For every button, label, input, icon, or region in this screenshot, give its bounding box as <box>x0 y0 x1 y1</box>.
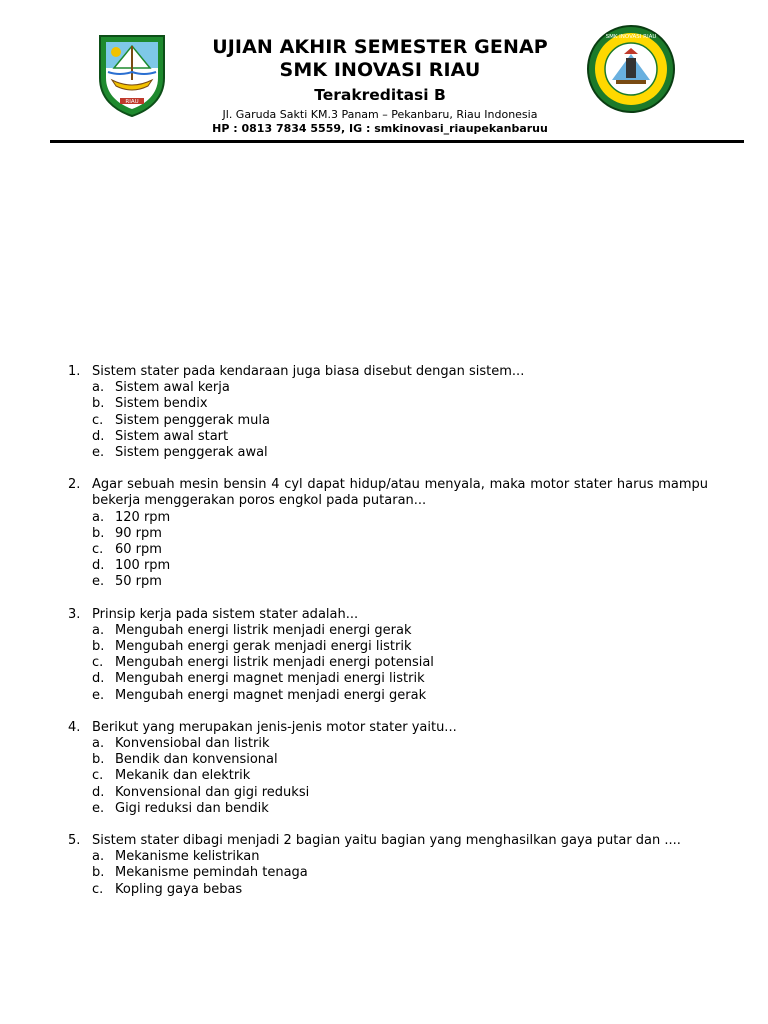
answer-option <box>68 558 708 574</box>
answer-option <box>68 688 708 704</box>
option-letter: d. <box>92 671 105 687</box>
answer-option <box>68 785 708 801</box>
option-letter: e. <box>92 687 105 703</box>
school-address: Jl. Garuda Sakti KM.3 Panam – Pekanbaru, Riau Indonesia <box>222 108 538 121</box>
option-letter: c. <box>92 412 104 428</box>
question-text: Sistem stater pada kendaraan juga biasa disebut dengan sistem... <box>92 364 525 379</box>
accreditation-label: Terakreditasi B <box>314 86 446 104</box>
option-text: Sistem bendix <box>115 396 208 412</box>
option-letter: c. <box>92 768 104 784</box>
option-text: Sistem awal start <box>115 428 229 444</box>
answer-option <box>68 396 708 412</box>
question-item <box>68 720 708 817</box>
option-letter: b. <box>92 396 105 412</box>
answer-option <box>68 752 708 768</box>
option-text: Mengubah energi magnet menjadi energi listrik <box>115 671 425 687</box>
option-text: Sistem penggerak awal <box>115 445 268 461</box>
option-text: Bendik dan konvensional <box>115 752 278 768</box>
option-letter: b. <box>92 639 105 655</box>
option-text: Mekanisme pemindah tenaga <box>115 865 308 881</box>
option-text: 100 rpm <box>115 558 171 574</box>
option-text: Gigi reduksi dan bendik <box>115 800 269 816</box>
option-text: Sistem penggerak mula <box>115 412 270 428</box>
option-letter: a. <box>92 380 105 396</box>
option-text: Mekanik dan elektrik <box>115 768 251 784</box>
header-divider <box>50 140 744 143</box>
answer-option <box>68 882 708 898</box>
question-text: Agar sebuah mesin bensin 4 cyl dapat hidup/atau menyala, maka motor stater harus mampu bekerja menggerakan poros engkol pada putaran... <box>92 477 708 509</box>
document-header <box>180 36 580 136</box>
option-letter: b. <box>92 525 105 541</box>
option-text: Mengubah energi listrik menjadi energi gerak <box>115 622 412 638</box>
answer-option <box>68 736 708 752</box>
option-letter: a. <box>92 622 105 638</box>
answer-option <box>68 380 708 396</box>
answer-option <box>68 671 708 687</box>
option-letter: d. <box>92 428 105 444</box>
option-letter: b. <box>92 752 105 768</box>
option-letter: c. <box>92 542 104 558</box>
question-item <box>68 364 708 461</box>
question-item <box>68 477 708 590</box>
answer-option <box>68 768 708 784</box>
option-text: 90 rpm <box>115 525 162 541</box>
question-number: 5. <box>68 833 81 849</box>
option-text: 120 rpm <box>115 509 171 525</box>
answer-option <box>68 510 708 526</box>
answer-option <box>68 429 708 445</box>
question-text: Prinsip kerja pada sistem stater adalah... <box>92 606 359 622</box>
answer-option <box>68 639 708 655</box>
option-letter: c. <box>92 655 104 671</box>
option-letter: b. <box>92 865 105 881</box>
option-text: 50 rpm <box>115 574 162 590</box>
option-letter: d. <box>92 558 105 574</box>
question-number: 2. <box>68 477 81 493</box>
question-item <box>68 833 708 898</box>
exam-title: UJIAN AKHIR SEMESTER GENAP <box>212 36 548 58</box>
question-list <box>68 364 708 914</box>
answer-option <box>68 413 708 429</box>
option-letter: d. <box>92 784 105 800</box>
option-text: 60 rpm <box>115 542 162 558</box>
answer-option <box>68 801 708 817</box>
option-letter: e. <box>92 445 105 461</box>
option-letter: c. <box>92 881 104 897</box>
option-text: Mengubah energi magnet menjadi energi gerak <box>115 687 427 703</box>
option-text: Konvensional dan gigi reduksi <box>115 784 310 800</box>
option-letter: a. <box>92 736 105 752</box>
option-letter: a. <box>92 849 105 865</box>
riau-emblem-text: RIAU <box>125 99 139 105</box>
question-item <box>68 607 708 704</box>
answer-option <box>68 865 708 881</box>
option-letter: e. <box>92 800 105 816</box>
option-text: Mekanisme kelistrikan <box>115 849 260 865</box>
option-text: Mengubah energi listrik menjadi energi potensial <box>115 655 434 671</box>
school-seal-text: SMK INOVASI RIAU <box>605 34 657 40</box>
option-text: Kopling gaya bebas <box>115 881 243 897</box>
option-text: Mengubah energi gerak menjadi energi listrik <box>115 639 412 655</box>
question-number: 1. <box>68 364 81 379</box>
school-seal-logo <box>586 24 676 114</box>
option-letter: a. <box>92 509 105 525</box>
question-text: Sistem stater dibagi menjadi 2 bagian yaitu bagian yang menghasilkan gaya putar dan .... <box>92 833 681 849</box>
school-contact: HP : 0813 7834 5559, IG : smkinovasi_riaupekanbaruu <box>212 122 548 135</box>
answer-option <box>68 526 708 542</box>
answer-option <box>68 445 708 461</box>
riau-emblem-logo <box>96 32 168 118</box>
school-name: SMK INOVASI RIAU <box>279 59 481 81</box>
option-text: Konvensiobal dan listrik <box>115 736 270 752</box>
question-number: 3. <box>68 606 81 622</box>
answer-option <box>68 849 708 865</box>
answer-option <box>68 542 708 558</box>
answer-option <box>68 623 708 639</box>
answer-option <box>68 574 708 590</box>
answer-option <box>68 655 708 671</box>
option-letter: e. <box>92 574 105 590</box>
question-text: Berikut yang merupakan jenis-jenis motor stater yaitu... <box>92 719 457 735</box>
option-text: Sistem awal kerja <box>115 380 230 396</box>
question-number: 4. <box>68 719 81 735</box>
